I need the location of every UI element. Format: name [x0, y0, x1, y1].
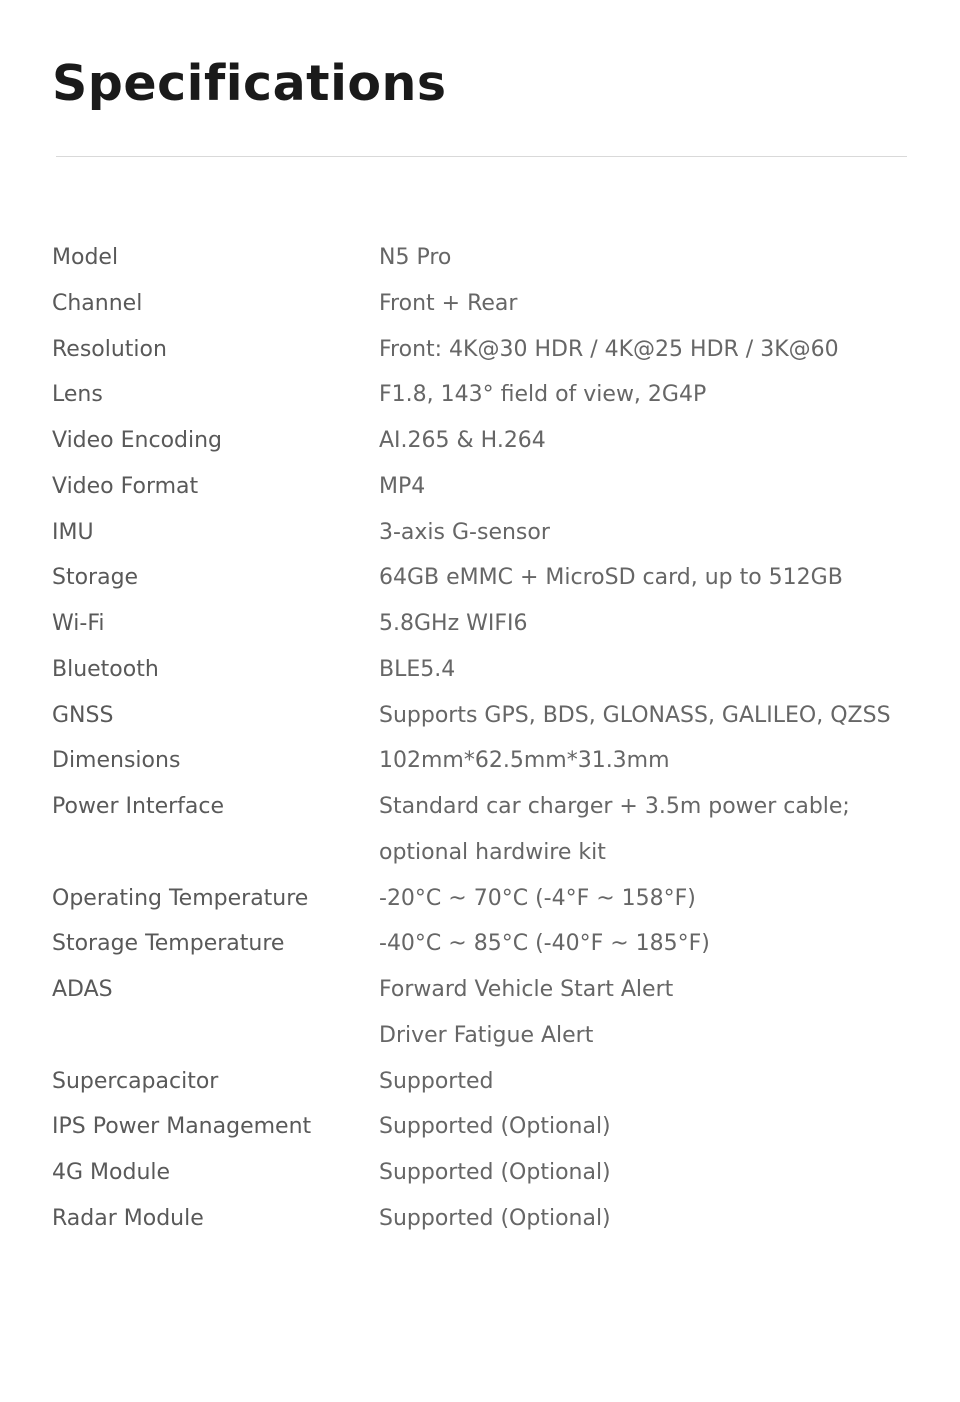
spec-values	[379, 693, 912, 739]
spec-row	[52, 327, 912, 373]
spec-label: Storage Temperature	[52, 931, 285, 957]
spec-value: Front: 4K@30 HDR / 4K@25 HDR / 3K@60	[379, 336, 839, 362]
spec-row	[52, 372, 912, 418]
spec-values	[379, 601, 912, 647]
spec-row	[52, 1059, 912, 1105]
spec-label: Lens	[52, 382, 103, 408]
spec-label: Supercapacitor	[52, 1068, 219, 1094]
spec-value: Supports GPS, BDS, GLONASS, GALILEO, QZSS	[379, 702, 891, 728]
spec-label: 4G Module	[52, 1160, 171, 1185]
spec-row	[52, 967, 912, 1059]
spec-values	[379, 235, 912, 281]
spec-value: 5.8GHz WIFI6	[379, 611, 528, 636]
spec-value: N5 Pro	[379, 245, 452, 270]
spec-label: IMU	[52, 519, 94, 545]
spec-label: Operating Temperature	[52, 885, 309, 911]
spec-values	[379, 372, 912, 418]
spec-row	[52, 464, 912, 510]
spec-value: Front + Rear	[379, 290, 518, 316]
spec-values	[379, 1150, 912, 1196]
spec-row	[52, 555, 912, 601]
spec-values	[379, 464, 912, 510]
spec-label: Bluetooth	[52, 656, 159, 682]
spec-value: F1.8, 143° field of view, 2G4P	[379, 382, 707, 408]
spec-row	[52, 1196, 912, 1242]
spec-label: Storage	[52, 565, 139, 591]
spec-label: Dimensions	[52, 748, 181, 774]
spec-values	[379, 281, 912, 327]
spec-value: 3-axis G-sensor	[379, 519, 550, 545]
spec-label: Channel	[52, 290, 143, 316]
spec-row	[52, 418, 912, 464]
spec-values	[379, 876, 912, 922]
spec-values	[379, 418, 912, 464]
spec-values	[379, 555, 912, 601]
page-title: Specifications	[52, 55, 447, 112]
spec-label: Video Encoding	[52, 428, 223, 453]
spec-row	[52, 1104, 912, 1150]
spec-value: MP4	[379, 473, 426, 499]
spec-value: Standard car charger + 3.5m power cable;	[379, 794, 850, 819]
spec-label: Video Format	[52, 473, 199, 499]
spec-value: optional hardwire kit	[379, 839, 606, 865]
spec-value: 64GB eMMC + MicroSD card, up to 512GB	[379, 565, 843, 591]
spec-value: 102mm*62.5mm*31.3mm	[379, 748, 670, 774]
spec-values	[379, 921, 912, 967]
spec-row	[52, 876, 912, 922]
spec-row	[52, 281, 912, 327]
spec-value: Supported (Optional)	[379, 1160, 611, 1185]
spec-value: Driver Fatigue Alert	[379, 1022, 594, 1048]
spec-values	[379, 510, 912, 556]
spec-value: AI.265 & H.264	[379, 428, 546, 453]
spec-row	[52, 738, 912, 784]
spec-values	[379, 967, 912, 1059]
title-divider	[56, 156, 907, 157]
spec-value: Forward Vehicle Start Alert	[379, 977, 674, 1002]
spec-row	[52, 784, 912, 876]
spec-values	[379, 327, 912, 373]
spec-label: Radar Module	[52, 1205, 204, 1231]
spec-value: Supported	[379, 1068, 494, 1094]
spec-values	[379, 1059, 912, 1105]
spec-values	[379, 647, 912, 693]
spec-values	[379, 784, 912, 876]
spec-values	[379, 738, 912, 784]
spec-row	[52, 235, 912, 281]
spec-value: -40°C ~ 85°C (-40°F ~ 185°F)	[379, 931, 710, 957]
spec-value: BLE5.4	[379, 656, 456, 682]
spec-label: GNSS	[52, 702, 114, 728]
spec-row	[52, 693, 912, 739]
spec-value: -20°C ~ 70°C (-4°F ~ 158°F)	[379, 885, 696, 911]
spec-row	[52, 921, 912, 967]
spec-values	[379, 1104, 912, 1150]
spec-label: Model	[52, 245, 119, 270]
spec-table	[52, 235, 912, 1242]
spec-label: Wi-Fi	[52, 611, 105, 636]
spec-value: Supported (Optional)	[379, 1205, 611, 1231]
spec-row	[52, 1150, 912, 1196]
spec-label: Power Interface	[52, 794, 225, 819]
spec-label: Resolution	[52, 336, 167, 362]
spec-row	[52, 647, 912, 693]
spec-label: IPS Power Management	[52, 1114, 312, 1140]
spec-label: ADAS	[52, 977, 113, 1002]
spec-values	[379, 1196, 912, 1242]
spec-value: Supported (Optional)	[379, 1114, 611, 1140]
spec-row	[52, 601, 912, 647]
spec-row	[52, 510, 912, 556]
